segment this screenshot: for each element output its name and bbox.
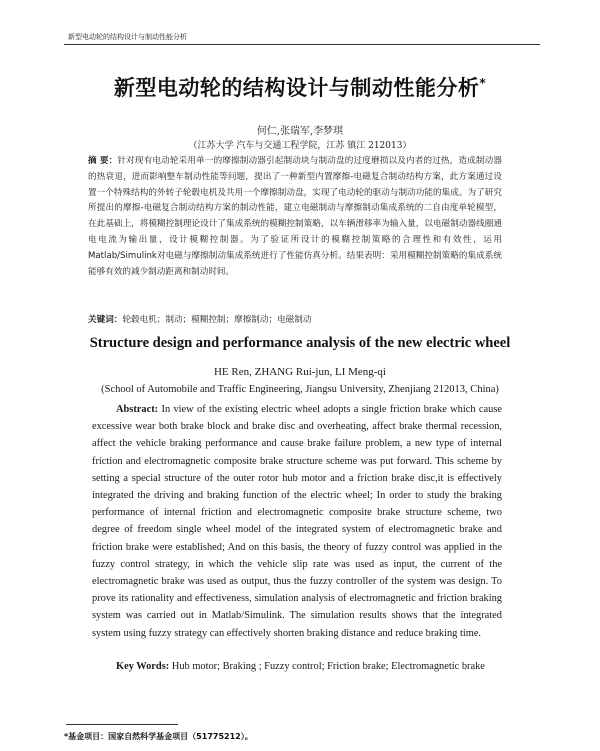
chinese-abstract [88, 154, 502, 280]
english-keywords [116, 661, 516, 672]
english-abstract-label: Abstract: [116, 404, 159, 415]
funding-footnote: *基金项目：国家自然科学基金项目（51775212）。 [64, 732, 253, 741]
chinese-affiliation: （江苏大学 汽车与交通工程学院，江苏 镇江 212013） [188, 141, 412, 151]
chinese-keywords [88, 313, 502, 325]
chinese-keywords-text: 轮毂电机；制动；模糊控制；摩擦制动；电磁制动 [122, 315, 312, 325]
title-footnote-mark: * [479, 76, 487, 90]
english-keywords-text: Hub motor; Braking ; Fuzzy control; Friction brake; Electromagnetic brake [171, 661, 485, 672]
english-affiliation: (School of Automobile and Traffic Engineering, Jiangsu University, Zhenjiang 212013, China) [101, 384, 499, 395]
english-title: Structure design and performance analysis of the new electric wheel [89, 335, 511, 351]
english-authors: HE Ren, ZHANG Rui-jun, LI Meng-qi [213, 366, 386, 378]
chinese-abstract-text: 针对现有电动轮采用单一的摩擦制动器引起制动块与制动盘的过度磨损以及内者的过热，造成制动器的热衰退，进而影响整车制动性能等问题，提出了一种新型内置摩擦-电磁复合制动结构方案，此方案通过设置一个特殊结构的外转子轮毂电机及共用一个摩擦制动盘，实现了电动轮的驱动与制动功能的集成。为了研究所提出的摩擦-电磁复合制动结构方案的制动性能，建立电磁制动与摩擦制动集成系统的二自由度单轮模型，在此基础上，将模糊控制理论设计了集成系统的模糊控制策略，以车辆滑移率为输入量，以电磁制动器线圈通电电流为输出量，设计模糊控制器。为了验证所设计的模糊控制策略的合理性和有效性，运用Matlab/Simulink对电磁与摩擦制动集成系统进行了性能仿真分析。结果表明：采用模糊控制策略的集成系统能够有效的减少制动距离和制动时间。 [88, 156, 502, 277]
chinese-title [0, 72, 600, 102]
chinese-authors: 何仁,张瑞军,李梦琪 [256, 126, 344, 137]
english-keywords-label: Key Words: [116, 661, 170, 672]
chinese-abstract-label: 摘 要： [88, 156, 118, 166]
footnote-rule [66, 724, 178, 725]
running-head: 新型电动轮的结构设计与制动性能分析 [68, 33, 187, 41]
header-rule [64, 44, 540, 45]
chinese-keywords-label: 关键词： [88, 315, 123, 325]
chinese-title-text: 新型电动轮的结构设计与制动性能分析 [113, 76, 480, 100]
english-abstract [92, 401, 502, 642]
english-abstract-text: In view of the existing electric wheel adopts a single friction brake which cause excessive wear both brake block and brake disc and overheating, affect brake thermal recession, affect the vehicle braking performance and cause brake failure problem, a new type of internal friction and electromagnetic composite brake structure scheme was put forward. This scheme by setting a special structure of the outer rotor hub motor and a friction brake disc,it is effectively integrated the driving and braking function of the electric wheel; In order to study the braking performance of internal friction and electromagnetic composite brake structure scheme, two degree of freedom single wheel model of the integrated system of electromagnetic brake and friction brake were established; And on this basis, the theory of fuzzy control was applied in the fuzzy control strategy, in which the vehicle slip rate was used as input, the current of the electromagnetic brake was used as output, thus the fuzzy controller of the system was design. To prove its rationality and effectiveness, simulation analysis of electromagnetic and friction braking system was carried out in Matlab/Simulink. The simulation results shows that the integrated system using fuzzy strategy can effectively shorten braking distance and reduce braking time. [92, 404, 502, 639]
